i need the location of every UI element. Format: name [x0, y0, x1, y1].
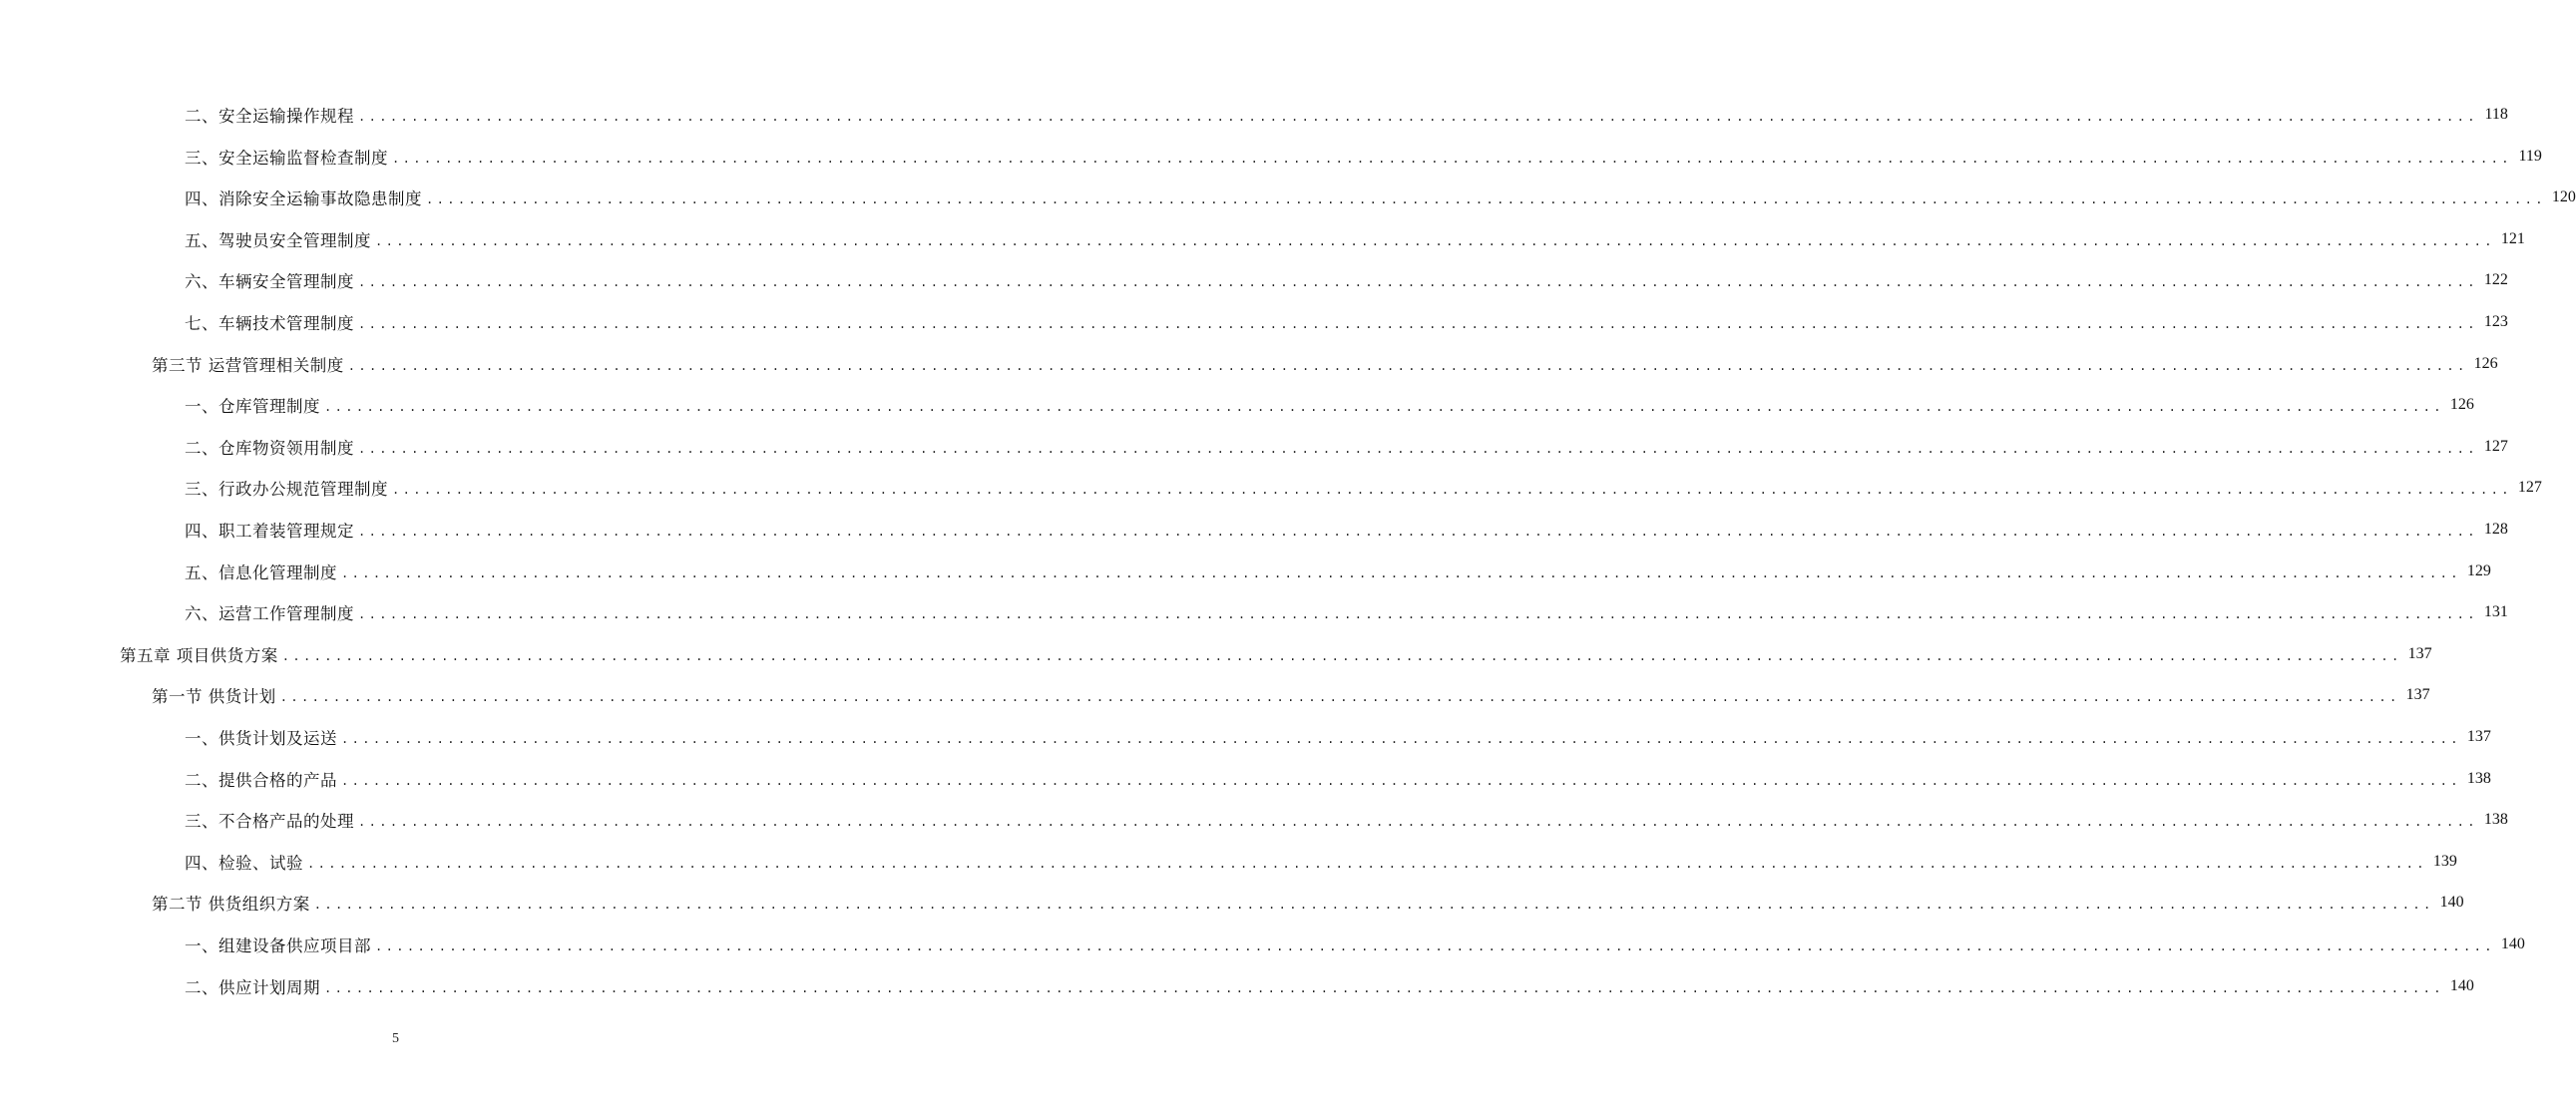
toc-entry-page: 131 — [2483, 603, 2508, 621]
toc-dot-leader: ........................................................................................................................................................................................................ — [358, 525, 2478, 539]
toc-dot-leader: ........................................................................................................................................................................................................ — [341, 565, 2461, 580]
toc-entry[interactable] — [120, 639, 2432, 669]
toc-entry-page: 129 — [2466, 561, 2491, 579]
toc-entry-page: 137 — [2405, 686, 2430, 704]
toc-entry[interactable] — [185, 764, 2491, 794]
toc-dot-leader: ........................................................................................................................................................................................................ — [324, 980, 2444, 995]
toc-dot-leader: ........................................................................................................................................................................................................ — [307, 856, 2427, 871]
toc-entry-title: 第一节 供货计划 — [152, 687, 276, 707]
toc-dot-leader: ........................................................................................................................................................................................................ — [347, 358, 2468, 373]
toc-entry[interactable] — [185, 722, 2491, 752]
toc-entry[interactable] — [185, 805, 2508, 835]
toc-entry-page: 127 — [2517, 479, 2542, 497]
toc-entry-page: 140 — [2439, 894, 2464, 912]
page-number: 5 — [392, 1031, 399, 1046]
toc-dot-leader: ........................................................................................................................................................................................................ — [358, 317, 2478, 331]
toc-entry[interactable] — [152, 349, 2498, 379]
toc-entry-title: 一、仓库管理制度 — [185, 397, 320, 417]
toc-entry-title: 五、驾驶员安全管理制度 — [185, 230, 371, 250]
toc-entry[interactable] — [185, 597, 2508, 627]
toc-dot-leader: ........................................................................................................................................................................................................ — [313, 898, 2434, 913]
toc-dot-leader: ........................................................................................................................................................................................................ — [281, 648, 2402, 663]
toc-entry-title: 第二节 供货组织方案 — [152, 895, 310, 915]
toc-dot-leader: ........................................................................................................................................................................................................ — [324, 400, 2444, 415]
toc-entry-title: 六、运营工作管理制度 — [185, 604, 354, 624]
toc-entry-title: 六、车辆安全管理制度 — [185, 272, 354, 292]
toc-entry-title: 一、组建设备供应项目部 — [185, 936, 371, 955]
toc-entry[interactable] — [185, 100, 2508, 130]
toc-entry[interactable] — [185, 930, 2525, 959]
toc-entry-page: 137 — [2466, 728, 2491, 745]
toc-entry[interactable] — [185, 515, 2508, 545]
toc-entry[interactable] — [185, 307, 2508, 337]
toc-entry[interactable] — [185, 224, 2525, 254]
toc-entry-page: 138 — [2483, 811, 2508, 829]
toc-entry[interactable] — [185, 390, 2474, 420]
toc-entry-title: 四、职工着装管理规定 — [185, 522, 354, 541]
toc-entry-title: 二、提供合格的产品 — [185, 770, 337, 790]
toc-entry[interactable] — [185, 557, 2491, 586]
toc-entry[interactable] — [185, 847, 2457, 877]
toc-entry-title: 一、供货计划及运送 — [185, 729, 337, 748]
toc-entry-title: 二、安全运输操作规程 — [185, 107, 354, 126]
toc-entry-title: 五、信息化管理制度 — [185, 562, 337, 582]
toc-dot-leader: ........................................................................................................................................................................................................ — [392, 151, 2512, 166]
toc-dot-leader: ........................................................................................................................................................................................................ — [279, 690, 2400, 705]
toc-entry-page: 120 — [2551, 188, 2576, 206]
toc-entry-page: 126 — [2473, 354, 2498, 372]
toc-entry-title: 四、消除安全运输事故隐患制度 — [185, 189, 422, 209]
toc-entry-page: 123 — [2483, 313, 2508, 330]
toc-entry-title: 二、供应计划周期 — [185, 977, 320, 997]
toc-entry-page: 122 — [2483, 271, 2508, 289]
toc-dot-leader: ........................................................................................................................................................................................................ — [358, 815, 2478, 830]
toc-entry-page: 118 — [2484, 106, 2508, 123]
toc-dot-leader: ........................................................................................................................................................................................................ — [392, 483, 2512, 498]
toc-entry[interactable] — [185, 142, 2542, 172]
toc-entry-title: 第五章 项目供货方案 — [120, 645, 278, 665]
toc-dot-leader: ........................................................................................................................................................................................................ — [358, 441, 2478, 456]
toc-dot-leader: ........................................................................................................................................................................................................ — [426, 192, 2546, 207]
toc-entry-page: 127 — [2483, 437, 2508, 455]
toc-dot-leader: ........................................................................................................................................................................................................ — [375, 939, 2495, 953]
toc-entry[interactable] — [185, 265, 2508, 295]
toc-entry[interactable] — [185, 473, 2542, 503]
toc-entry-page: 137 — [2407, 644, 2432, 662]
toc-entry-title: 第三节 运营管理相关制度 — [152, 355, 344, 375]
toc-dot-leader: ........................................................................................................................................................................................................ — [358, 110, 2478, 124]
toc-dot-leader: ........................................................................................................................................................................................................ — [341, 732, 2461, 746]
toc-entry[interactable] — [152, 680, 2430, 710]
toc-entry-title: 三、行政办公规范管理制度 — [185, 480, 388, 500]
toc-entry-title: 二、仓库物资领用制度 — [185, 438, 354, 458]
toc-entry[interactable] — [185, 432, 2508, 462]
toc-entry[interactable] — [185, 971, 2474, 1001]
toc-entry-page: 119 — [2518, 147, 2542, 165]
toc-entry-page: 121 — [2500, 229, 2525, 247]
toc-entry-page: 126 — [2449, 396, 2474, 414]
toc-entry-title: 三、安全运输监督检查制度 — [185, 148, 388, 168]
toc-entry-page: 139 — [2432, 852, 2457, 870]
toc-entry-page: 140 — [2500, 935, 2525, 952]
toc-dot-leader: ........................................................................................................................................................................................................ — [341, 773, 2461, 788]
toc-entry[interactable] — [152, 888, 2464, 918]
toc-entry-title: 四、检验、试验 — [185, 853, 303, 873]
toc-entry-title: 三、不合格产品的处理 — [185, 812, 354, 832]
toc-dot-leader: ........................................................................................................................................................................................................ — [375, 233, 2495, 248]
toc-entry-title: 七、车辆技术管理制度 — [185, 314, 354, 333]
toc-entry[interactable] — [185, 183, 2576, 212]
toc-dot-leader: ........................................................................................................................................................................................................ — [358, 275, 2478, 290]
toc-dot-leader: ........................................................................................................................................................................................................ — [358, 607, 2478, 622]
toc-entry-page: 138 — [2466, 769, 2491, 787]
toc-entry-page: 128 — [2483, 521, 2508, 538]
toc-entry-page: 140 — [2449, 976, 2474, 994]
